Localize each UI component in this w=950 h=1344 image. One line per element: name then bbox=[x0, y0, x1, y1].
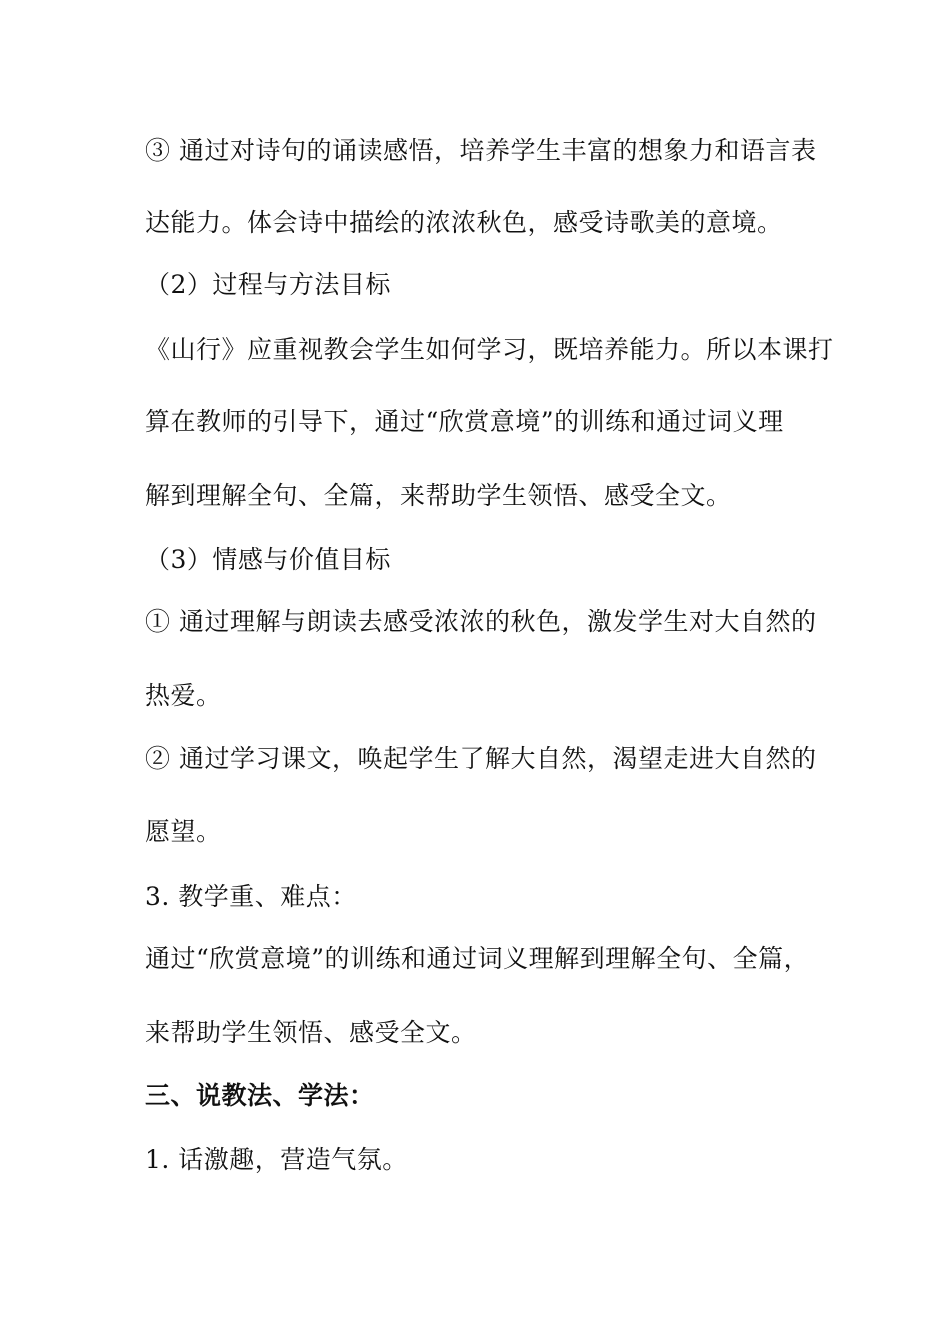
key-points-line-1: 通过“欣赏意境”的训练和通过词义理解到理解全句、全篇， bbox=[145, 944, 810, 973]
objective-3-line-2: 达能力。体会诗中描绘的浓浓秋色，感受诗歌美的意境。 bbox=[145, 208, 783, 237]
process-paragraph-line-2: 算在教师的引导下，通过“欣赏意境”的训练和通过词义理 bbox=[145, 407, 784, 436]
emotion-value-heading: （3）情感与价值目标 bbox=[145, 545, 391, 574]
key-points-line-2: 来帮助学生领悟、感受全文。 bbox=[145, 1018, 477, 1047]
emotion-item-2-line-2: 愿望。 bbox=[145, 817, 222, 846]
key-difficult-points-heading: 3. 教学重、难点： bbox=[145, 882, 357, 911]
process-paragraph-line-1: 《山行》应重视教会学生如何学习，既培养能力。所以本课打 bbox=[145, 335, 834, 364]
emotion-item-1-line-1: ① 通过理解与朗读去感受浓浓的秋色，激发学生对大自然的 bbox=[145, 607, 817, 636]
process-method-heading: （2）过程与方法目标 bbox=[145, 270, 391, 299]
process-paragraph-line-3: 解到理解全句、全篇，来帮助学生领悟、感受全文。 bbox=[145, 481, 732, 510]
objective-3-line-1: ③ 通过对诗句的诵读感悟，培养学生丰富的想象力和语言表 bbox=[145, 136, 817, 165]
method-item-1: 1. 话激趣，营造气氛。 bbox=[145, 1145, 408, 1174]
section-three-heading: 三、说教法、学法： bbox=[145, 1081, 375, 1110]
emotion-item-1-line-2: 热爱。 bbox=[145, 681, 222, 710]
emotion-item-2-line-1: ② 通过学习课文，唤起学生了解大自然，渴望走进大自然的 bbox=[145, 744, 817, 773]
